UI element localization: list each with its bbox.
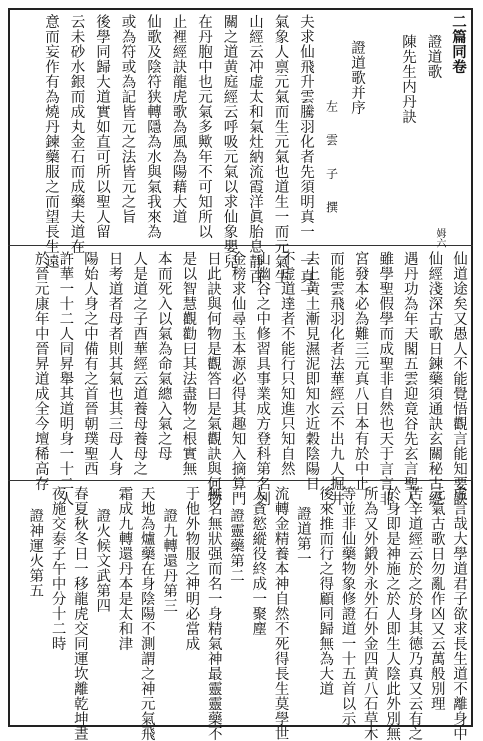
text-column: 人是道之子酉華經云道養母養母之 (131, 251, 148, 476)
text-column: 山幽谷之中修習具事業成方登科第名列 (254, 251, 271, 506)
text-column: 元氣古歌日勿亂作凶又云萬般別理 (428, 486, 445, 711)
text-column: 或為符或為記皆元之法皆元之旨 (119, 14, 136, 224)
text-column: 證神運火第五 (27, 508, 44, 598)
text-column: 苦辛道經云於之於身其德乃真又云有之 (406, 486, 423, 741)
text-column: 證道歌 (425, 34, 442, 79)
text-column: 天地為爐藥在身陰陽不測謂之神元氣飛 (138, 486, 155, 741)
text-column: 仙歌及陰符狭轉隱為水與氣我來為 (145, 14, 161, 239)
text-column: 二篇同卷 (450, 14, 467, 74)
text-column: 後來推而行之得顧同歸無為大道 (317, 486, 334, 696)
text-column: 證靈藥第二 (228, 508, 244, 583)
text-column: 許華一十二人同昇舉其道明身一十二人 (57, 251, 74, 506)
text-column: 日此訣與何物是觀答曰是氣觀訣與何物 (205, 251, 221, 506)
text-column: 關之道黄庭經云呼吸元氣以求仙象嬰兒 (221, 14, 238, 269)
text-column: 夫求仙飛升雲騰羽化者先須明真一 一真一 (298, 14, 314, 299)
text-column: 遇丹功為年天閣五雲迎竟谷先玄言聖人 (401, 251, 418, 506)
text-column: 流轉金精養本神自然不死得長生莫學世 (272, 486, 289, 741)
text-column: 證火候文武第四 (94, 508, 111, 613)
text-column: 霜成九轉還丹本是太和津 (116, 486, 133, 651)
text-column: 雖學聖假學而成聖非自然也天于言言非 (377, 251, 394, 506)
text-column: 于他外物服之神明必當成 (183, 486, 200, 651)
text-column: 左 雲 子 撰 (324, 100, 339, 214)
text-column: 春夏秋冬日一移龍虎交同運坎離乾坤晝 (71, 486, 88, 741)
text-column: 後學同歸大道實如直可所以聖人留 (94, 14, 110, 239)
text-column: 等並非仙藥物象修證道一十五首以示 (339, 486, 356, 726)
text-column: 氣象人禀元氣而生元氣也道生一而元氣生 (272, 14, 289, 284)
text-column: 日考道者母者則其氣也其三母人身 (106, 251, 123, 476)
text-column: 人貪慾縱役終成一聚塵 (250, 486, 267, 636)
text-column: 去上黄土漸見濕泥即知水近穀陰陽日 (303, 251, 320, 491)
text-column: 止裡經訣龍虎歌為風為陽藉大道 (170, 14, 187, 224)
text-column: 證道歌并序 (349, 40, 365, 115)
text-column: 而能雲飛羽化者法華經云不出九人掘井 (328, 251, 344, 506)
text-column: 於身即是神施之於人即生人陰此外別無 (384, 486, 401, 741)
text-column: 證九轉還丹第三 (161, 508, 178, 613)
text-panel-bottom (10, 482, 471, 741)
text-column: 仙經淺深古歌日鍊藥須通訣玄關秘古經 (426, 251, 443, 506)
text-column: 無名無狀强而名一身精氣神最靈靈藥不 (205, 486, 222, 741)
text-column: 仙道途矣又愚人不能覺悟觀言能知要訣 (451, 251, 467, 506)
text-column: 所為又外鍛外永外石外金四黄八石草木 (361, 486, 378, 741)
text-column: 本而死入以氣為命氣總入氣之母 (155, 251, 172, 461)
text-column: 虚言哉大學道君子欲求長生道不離身中 (451, 486, 467, 741)
text-panel-top (10, 10, 471, 299)
text-panel-middle (10, 247, 471, 506)
text-column: 於晉元康年中晉昇道成全今壇稀高存 (32, 251, 49, 491)
text-column: 夜施交泰子午中分十二時 (49, 486, 66, 651)
text-column: 在丹胞中也元氣多歟年不可知所以 (196, 14, 212, 239)
text-column: 金榜求仙尋玉本源必得其趣知入摘算門 (229, 251, 246, 506)
text-column: 陳先生内丹訣 (400, 34, 416, 124)
text-column: 云未砂水銀而成丸金石而成藥夫道在 (68, 14, 85, 254)
text-column: 是以智慧觀勸曰其法盡物之根實無 (180, 251, 197, 476)
folio-mark: 姆六 (434, 228, 445, 248)
text-column: 證道第一 (294, 506, 311, 566)
text-column: 陽始人身之中備有之首晉朝璞聖西 (82, 251, 98, 476)
text-column: 意而妄作有為燒丹鍊藥服之而望長生遠 (43, 14, 59, 269)
text-column: 不虚道達者不能行只知進只知自然 (278, 251, 295, 476)
text-column: 宮發本必為難三元真八日本有於中止 (352, 251, 369, 491)
text-column: 山經云冲虚太和氣灶納流霞洋眞胎息靜百 (247, 14, 263, 284)
